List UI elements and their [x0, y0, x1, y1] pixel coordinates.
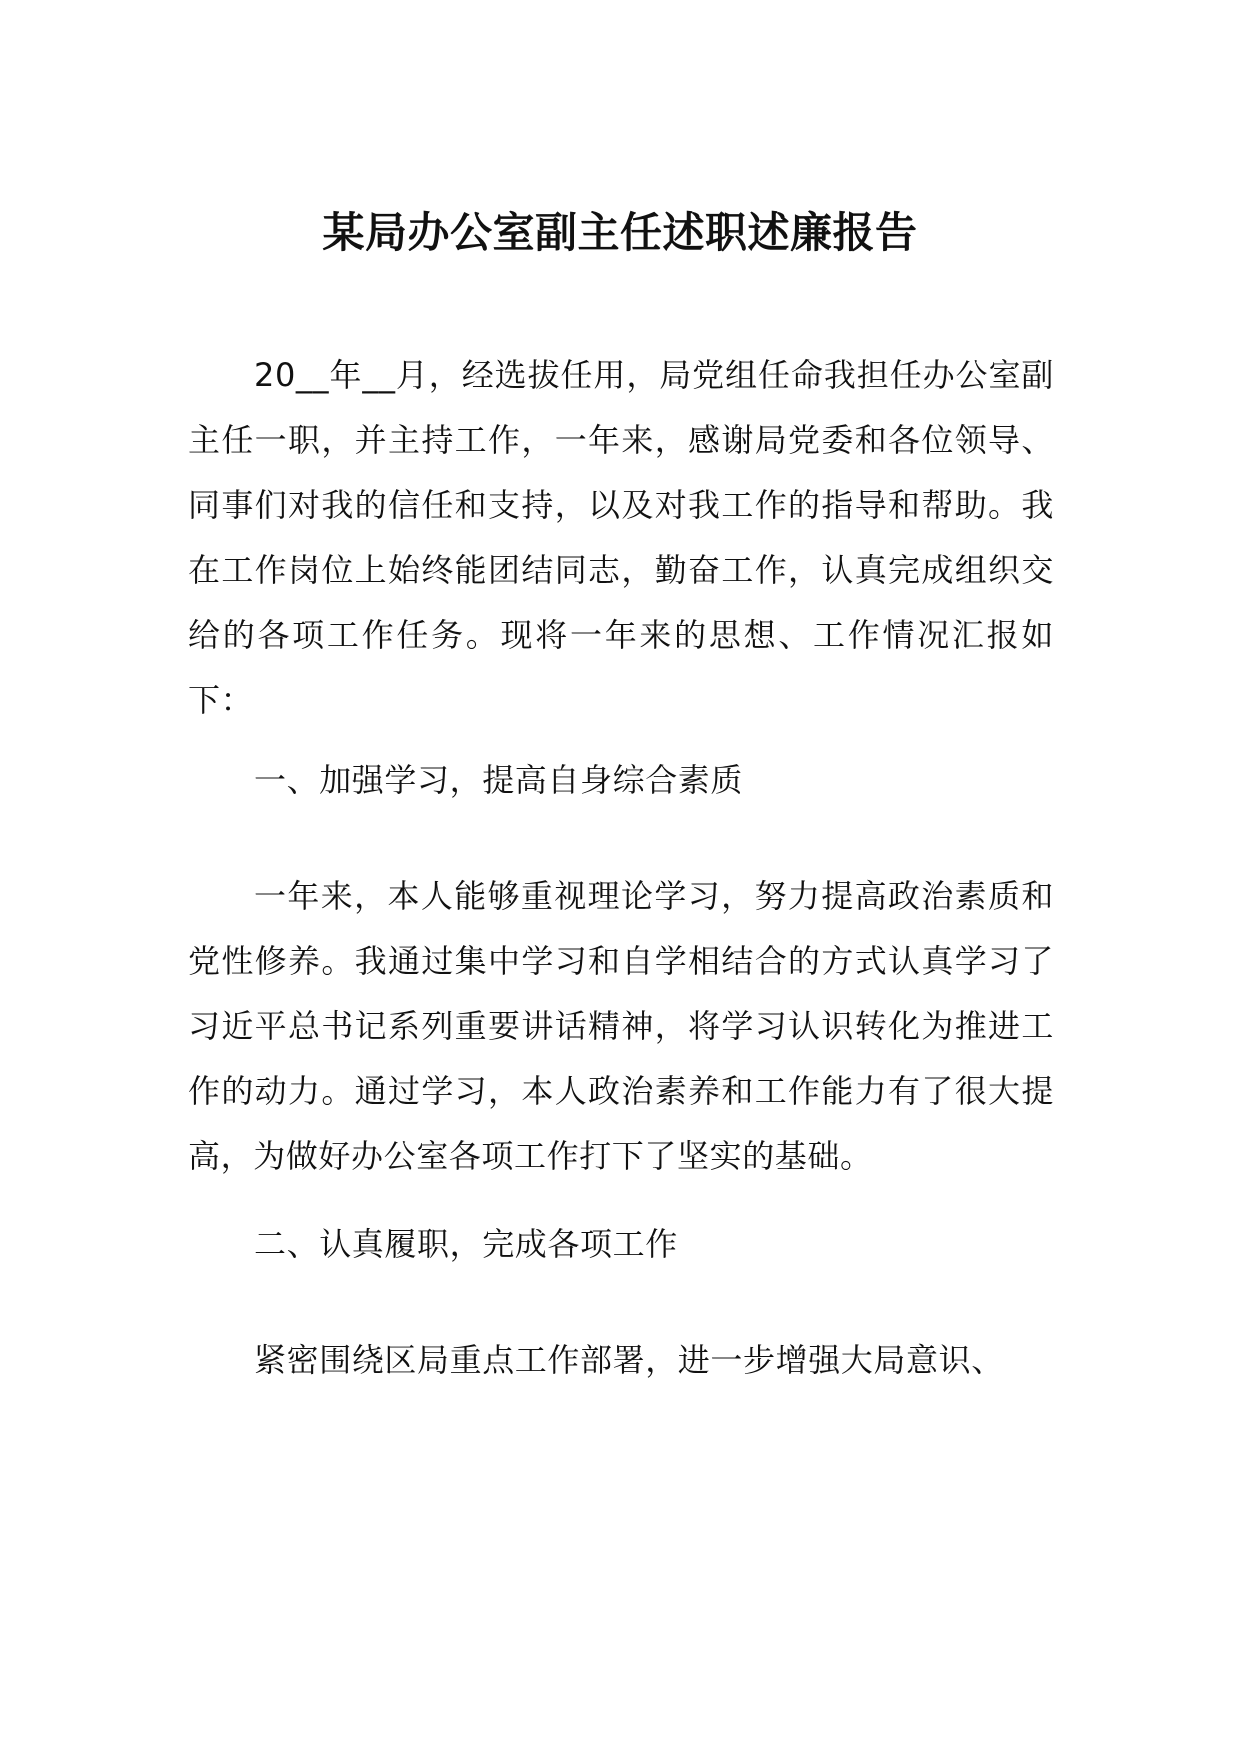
section-1-heading: 一、加强学习，提高自身综合素质 — [254, 761, 744, 799]
section-2-paragraph: 紧密围绕区局重点工作部署，进一步增强大局意识、 — [254, 1341, 1004, 1379]
section-2-heading: 二、认真履职，完成各项工作 — [254, 1225, 678, 1263]
section-1-paragraph: 一年来，本人能够重视理论学习，努力提高政治素质和党性修养。我通过集中学习和自学相结合的方式认真学习了习近平总书记系列重要讲话精神，将学习认识转化为推进工作的动力。通过学习，本人政治素养和工作能力有了很大提高，为做好办公室各项工作打下了坚实的基础。 — [188, 877, 1054, 1175]
document-title: 某局办公室副主任述职述廉报告 — [322, 208, 918, 257]
intro-paragraph: 20__年__月，经选拔任用，局党组任命我担任办公室副主任一职，并主持工作，一年来，感谢局党委和各位领导、同事们对我的信任和支持，以及对我工作的指导和帮助。我在工作岗位上始终能团结同志，勤奋工作，认真完成组织交给的各项工作任务。现将一年来的思想、工作情况汇报如下： — [188, 356, 1054, 719]
